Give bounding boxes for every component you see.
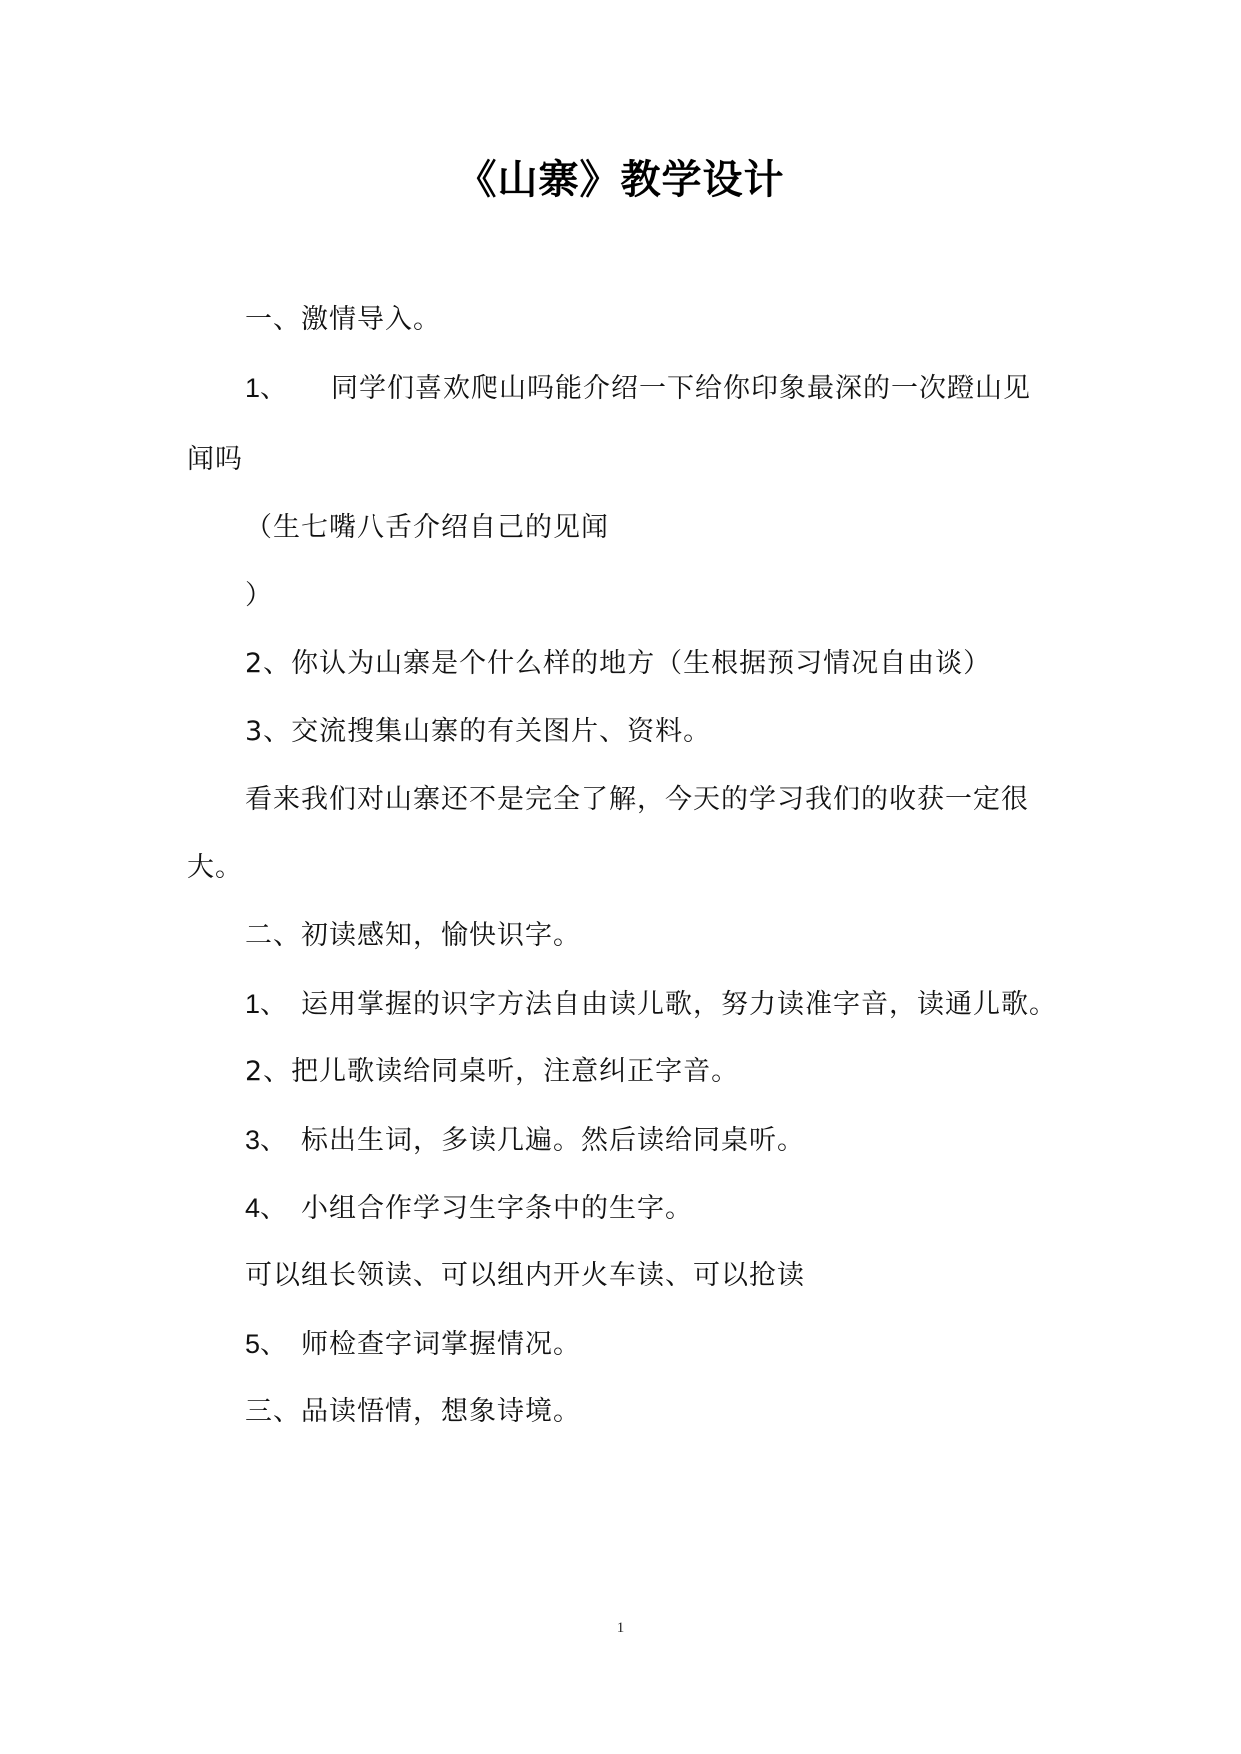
item-text: 运用掌握的识字方法自由读儿歌，努力读准字音，读通儿歌。 <box>301 989 1058 1020</box>
item-number: 5、 <box>245 1329 288 1359</box>
section-3-heading: 三、品读悟情，想象诗境。 <box>245 1396 581 1427</box>
section-2-heading: 二、初读感知，愉快识字。 <box>245 920 581 951</box>
section-2-item-4 <box>245 1188 693 1229</box>
section-1-item-2: 2、你认为山寨是个什么样的地方（生根据预习情况自由谈） <box>245 648 992 679</box>
item-text: 师检查字词掌握情况。 <box>301 1329 582 1360</box>
section-1-note-line-a: （生七嘴八舌介绍自己的见闻 <box>245 512 609 543</box>
item-number: 1、 <box>245 373 288 403</box>
section-1-item-1-continuation: 闻吗 <box>187 444 243 475</box>
item-text: 标出生词，多读几遍。然后读给同桌听。 <box>301 1125 806 1156</box>
item-text: 同学们喜欢爬山吗能介绍一下给你印象最深的一次蹬山见 <box>331 373 1032 404</box>
section-2-item-3 <box>245 1120 805 1161</box>
page-number: 1 <box>616 1620 625 1636</box>
item-number: 3、 <box>245 1125 288 1155</box>
section-2-item-1 <box>245 984 1057 1025</box>
section-1-item-1 <box>245 368 1031 409</box>
item-number: 1、 <box>245 989 288 1019</box>
item-number: 4、 <box>245 1193 288 1223</box>
section-1-item-3: 3、交流搜集山寨的有关图片、资料。 <box>245 716 712 747</box>
section-2-item-5 <box>245 1324 581 1365</box>
section-1-note-line-b: ） <box>245 580 273 611</box>
section-2-paragraph: 可以组长领读、可以组内开火车读、可以抢读 <box>245 1260 805 1291</box>
section-2-item-2: 2、把儿歌读给同桌听，注意纠正字音。 <box>245 1056 740 1087</box>
item-text: 小组合作学习生字条中的生字。 <box>301 1193 694 1224</box>
document-title: 《山寨》教学设计 <box>456 157 785 203</box>
section-1-paragraph: 看来我们对山寨还不是完全了解，今天的学习我们的收获一定很 <box>245 784 1029 815</box>
section-1-paragraph-continuation: 大。 <box>187 852 243 883</box>
section-1-heading: 一、激情导入。 <box>245 304 441 335</box>
